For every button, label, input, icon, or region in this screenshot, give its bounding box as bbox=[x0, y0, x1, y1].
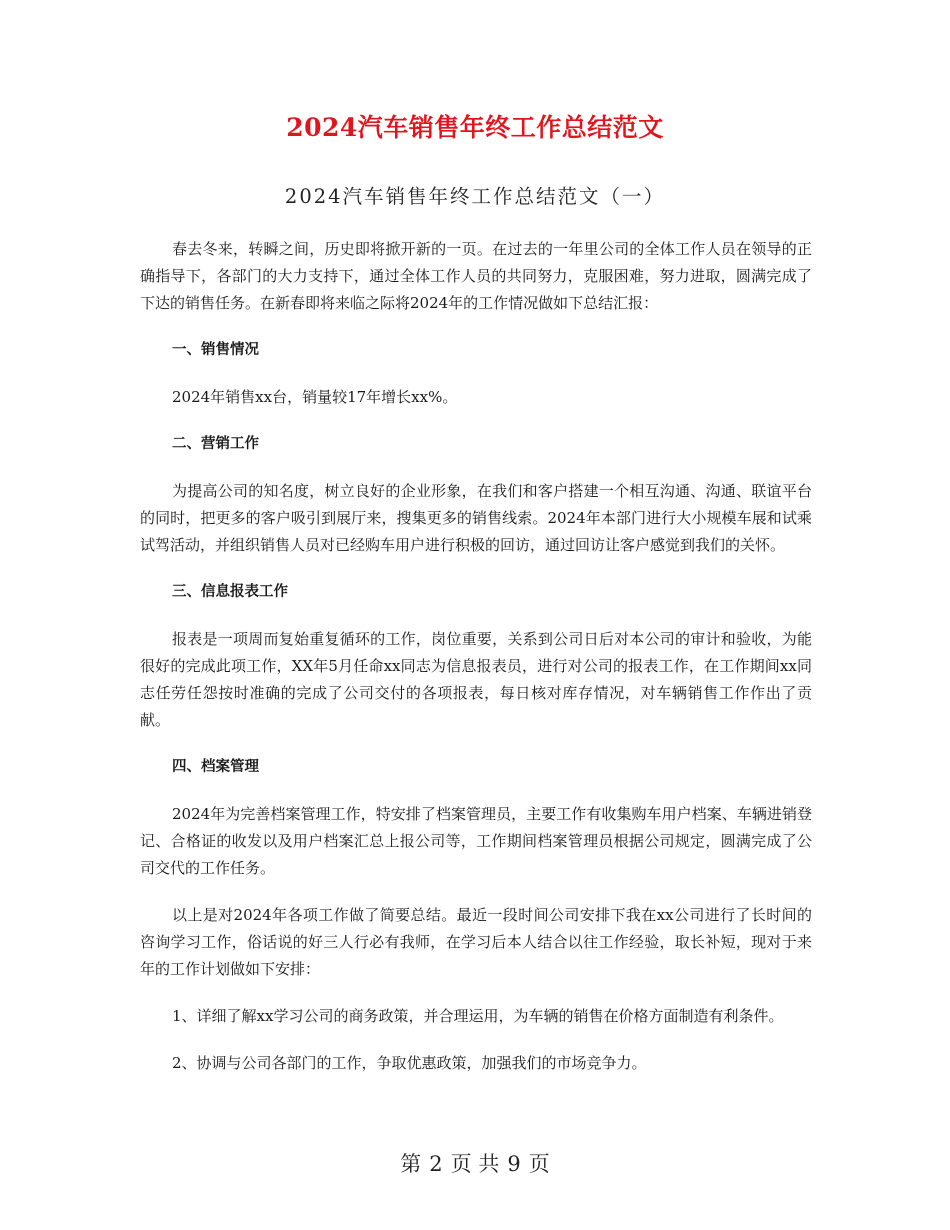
document-subtitle: 2024汽车销售年终工作总结范文（一） bbox=[284, 185, 666, 208]
current-page-number: 2 bbox=[429, 1152, 443, 1176]
section-text-marketing: 为提高公司的知名度，树立良好的企业形象，在我们和客户搭建一个相互沟通、沟通、联谊平台的同时，把更多的客户吸引到展厅来，搜集更多的销售线索。2024年本部门进行大小规模车展和试乘试驾活动，并组织销售人员对已经购车用户进行积极的回访，通过回访让客户感觉到我们的关怀。 bbox=[140, 482, 812, 554]
total-pages-number: 9 bbox=[507, 1152, 521, 1176]
section-heading-sales: 一、销售情况 bbox=[172, 342, 259, 358]
section-text-reports: 报表是一项周而复始重复循环的工作，岗位重要，关系到公司日后对本公司的审计和验收，为能很好的完成此项工作，XX年5月任命xx同志为信息报表员，进行对公司的报表工作，在工作期间xx同志任劳任怨按时准确的完成了公司交付的各项报表，每日核对库存情况，对车辆销售工作作出了贡献。 bbox=[140, 630, 812, 729]
page-middle-text: 页 共 bbox=[450, 1152, 500, 1176]
section-heading-archives: 四、档案管理 bbox=[172, 759, 259, 775]
section-text-sales: 2024年销售xx台，销量较17年增长xx%。 bbox=[172, 388, 458, 406]
intro-paragraph: 春去冬来，转瞬之间，历史即将掀开新的一页。在过去的一年里公司的全体工作人员在领导的正确指导下，各部门的大力支持下，通过全体工作人员的共同努力，克服困难，努力进取，圆满完成了下达的销售任务。在新春即将来临之际将2024年的工作情况做如下总结汇报： bbox=[140, 240, 812, 312]
page-suffix: 页 bbox=[528, 1152, 550, 1176]
section-heading-marketing: 二、营销工作 bbox=[172, 436, 259, 452]
page-number-footer bbox=[0, 1148, 950, 1178]
document-body bbox=[140, 236, 812, 1097]
document-title: 2024汽车销售年终工作总结范文 bbox=[286, 113, 664, 142]
page-prefix: 第 bbox=[400, 1152, 422, 1176]
plan-item-1: 1、详细了解xx学习公司的商务政策，并合理运用，为车辆的销售在价格方面制造有利条件。 bbox=[172, 1007, 784, 1025]
plan-item-2: 2、协调与公司各部门的工作，争取优惠政策，加强我们的市场竞争力。 bbox=[172, 1054, 647, 1072]
section-heading-reports: 三、信息报表工作 bbox=[172, 584, 288, 600]
summary-paragraph: 以上是对2024年各项工作做了简要总结。最近一段时间公司安排下我在xx公司进行了长时间的咨询学习工作，俗话说的好三人行必有我师，在学习后本人结合以往工作经验，取长补短，现对于来年的工作计划做如下安排： bbox=[140, 906, 812, 978]
section-text-archives: 2024年为完善档案管理工作，特安排了档案管理员，主要工作有收集购车用户档案、车辆进销登记、合格证的收发以及用户档案汇总上报公司等，工作期间档案管理员根据公司规定，圆满完成了公司交代的工作任务。 bbox=[140, 805, 812, 877]
